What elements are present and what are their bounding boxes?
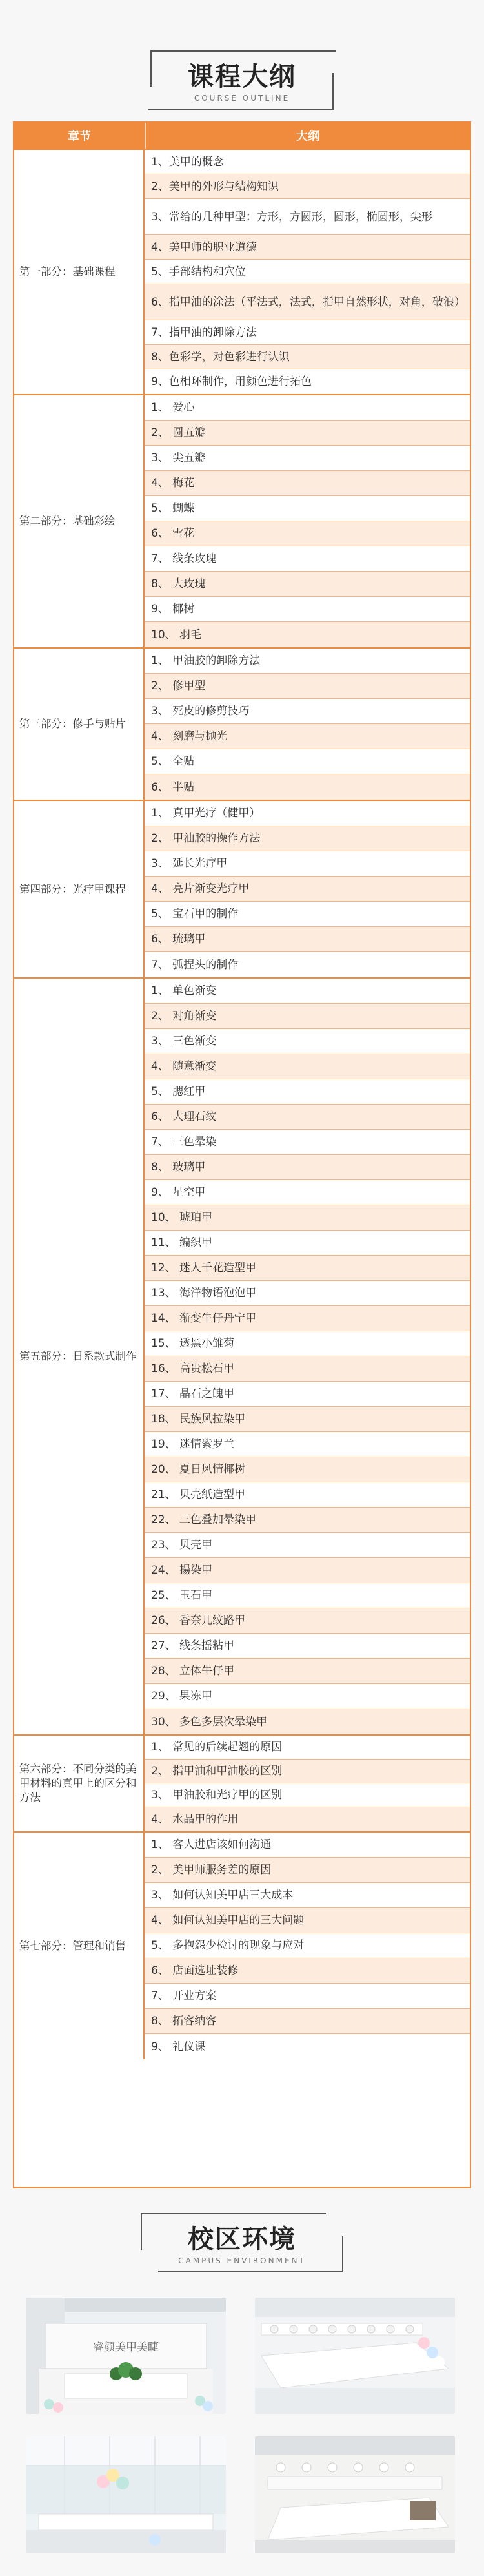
syllabus-table xyxy=(13,121,471,2188)
outline-item: 1、 真甲光疗（健甲） xyxy=(145,801,470,826)
outline-item: 11、 编织甲 xyxy=(145,1231,470,1256)
outline-item: 7、 弧捏头的制作 xyxy=(151,958,239,971)
outline-item: 4、美甲师的职业道德 xyxy=(145,235,470,260)
section-title: 课程大纲 xyxy=(188,62,296,92)
outline-item: 28、 立体牛仔甲 xyxy=(145,1659,470,1684)
classroom-photo-3 xyxy=(255,2436,455,2553)
outline-item: 2、 修甲型 xyxy=(145,674,470,699)
table-body xyxy=(14,149,470,2059)
outline-item: 8、 玻璃甲 xyxy=(145,1155,470,1180)
outline-item: 10、 羽毛 xyxy=(145,622,470,647)
outline-item: 6、指甲油的涂法（平法式，法式，指甲自然形状，对角，破浪） xyxy=(145,284,470,320)
classroom-photo-1 xyxy=(255,2298,455,2414)
outline-item: 1、 甲油胶的卸除方法 xyxy=(145,649,470,674)
outline-item: 25、 玉石甲 xyxy=(145,1583,470,1608)
outline-item: 3、 三色渐变 xyxy=(145,1029,470,1054)
header-frame xyxy=(150,50,334,110)
part-rows xyxy=(145,150,470,394)
classroom-photo-2 xyxy=(26,2436,226,2553)
syllabus-part xyxy=(14,977,470,1734)
outline-item: 23、 贝壳甲 xyxy=(145,1533,470,1558)
campus-header xyxy=(0,2213,484,2272)
outline-item: 20、 夏日风情椰树 xyxy=(145,1457,470,1482)
outline-item: 8、 拓客纳客 xyxy=(145,2009,470,2034)
outline-item: 3、 如何认知美甲店三大成本 xyxy=(145,1883,470,1908)
outline-item: 9、 星空甲 xyxy=(145,1180,470,1205)
outline-item: 5、 宝石甲的制作 xyxy=(145,902,470,927)
outline-item: 15、 透黑小雏菊 xyxy=(145,1331,470,1356)
outline-item: 3、 延长光疗甲 xyxy=(145,851,470,877)
syllabus-part xyxy=(14,800,470,977)
outline-item: 6、 琉璃甲 xyxy=(145,927,470,952)
outline-item: 10、 琥珀甲 xyxy=(145,1205,470,1231)
header-outline: 大纲 xyxy=(296,130,319,143)
outline-item: 5、 腮红甲 xyxy=(145,1079,470,1105)
table-header xyxy=(14,123,470,149)
part-rows xyxy=(145,979,470,1734)
outline-item: 5、手部结构和穴位 xyxy=(145,260,470,284)
part-name: 第五部分：日系款式制作 xyxy=(14,979,145,1734)
outline-item: 19、 迷情紫罗兰 xyxy=(145,1432,470,1457)
outline-item: 18、 民族风拉染甲 xyxy=(145,1407,470,1432)
outline-item: 2、 美甲师服务差的原因 xyxy=(145,1858,470,1883)
reception-photo xyxy=(26,2298,226,2414)
course-outline-header xyxy=(0,50,484,110)
outline-item: 8、色彩学，对色彩进行认识 xyxy=(145,345,470,369)
outline-item: 21、 贝壳纸造型甲 xyxy=(145,1482,470,1508)
header-chapter: 章节 xyxy=(14,123,146,149)
outline-item: 1、 爱心 xyxy=(145,395,470,421)
reception-sign: 睿颜美甲美睫 xyxy=(93,2341,159,2354)
outline-item: 5、 多抱怨少检讨的现象与应对 xyxy=(145,1933,470,1958)
outline-item: 26、 香奈儿纹路甲 xyxy=(145,1608,470,1634)
outline-item: 5、 全贴 xyxy=(145,749,470,774)
part-name: 第二部分：基础彩绘 xyxy=(14,395,145,647)
syllabus-part xyxy=(14,149,470,394)
part-name: 第四部分：光疗甲课程 xyxy=(14,801,145,977)
outline-item: 3、 死皮的修剪技巧 xyxy=(145,699,470,724)
section-title: 校区环境 xyxy=(187,2225,296,2254)
syllabus-part xyxy=(14,1734,470,1831)
outline-item: 17、 晶石之魄甲 xyxy=(145,1382,470,1407)
part-name: 第七部分：管理和销售 xyxy=(14,1833,145,2059)
section-subtitle: CAMPUS ENVIRONMENT xyxy=(178,2256,306,2265)
outline-item: 3、常给的几种甲型：方形，方圆形，圆形，椭圆形，尖形 xyxy=(145,199,470,235)
outline-item: 8、 大玫瑰 xyxy=(145,572,470,597)
outline-item: 6、 店面选址装修 xyxy=(145,1958,470,1984)
syllabus-part xyxy=(14,394,470,647)
outline-item: 4、 如何认知美甲店的三大问题 xyxy=(145,1908,470,1933)
outline-item: 9、 椰树 xyxy=(145,597,470,622)
outline-item: 7、 线条玫瑰 xyxy=(145,546,470,572)
part-rows xyxy=(145,649,470,800)
outline-item: 12、 迷人千花造型甲 xyxy=(145,1256,470,1281)
outline-item: 1、 客人进店该如何沟通 xyxy=(145,1833,470,1858)
section-subtitle: COURSE OUTLINE xyxy=(194,94,290,103)
outline-item: 6、 大理石纹 xyxy=(145,1105,470,1130)
outline-item: 4、 亮片渐变光疗甲 xyxy=(145,877,470,902)
part-rows xyxy=(145,395,470,647)
part-rows xyxy=(145,1833,470,2059)
outline-item: 7、 开业方案 xyxy=(145,1984,470,2009)
outline-item: 5、 蝴蝶 xyxy=(145,496,470,521)
outline-item: 24、 揚染甲 xyxy=(145,1558,470,1583)
outline-item: 22、 三色叠加晕染甲 xyxy=(145,1508,470,1533)
outline-item: 3、 尖五瓣 xyxy=(145,446,470,471)
header-frame xyxy=(141,2213,343,2272)
outline-item: 2、 甲油胶的操作方法 xyxy=(145,826,470,851)
part-name: 第六部分：不同分类的美甲材料的真甲上的区分和方法 xyxy=(14,1736,145,1831)
outline-item: 2、 对角渐变 xyxy=(145,1004,470,1029)
outline-item: 4、 水晶甲的作用 xyxy=(145,1807,470,1831)
outline-item: 9、色相环制作，用颜色进行拓色 xyxy=(151,375,312,388)
outline-item: 7、指甲油的卸除方法 xyxy=(145,320,470,345)
outline-item: 6、 雪花 xyxy=(145,521,470,546)
outline-item: 1、 单色渐变 xyxy=(145,979,470,1004)
outline-item: 2、 指甲油和甲油胶的区别 xyxy=(145,1760,470,1783)
outline-item: 4、 梅花 xyxy=(145,471,470,496)
outline-item: 1、美甲的概念 xyxy=(145,150,470,174)
outline-item: 4、 随意渐变 xyxy=(145,1054,470,1079)
part-name: 第三部分：修手与贴片 xyxy=(14,649,145,800)
part-rows xyxy=(145,1736,470,1831)
outline-item: 27、 线条摇粘甲 xyxy=(145,1634,470,1659)
outline-item: 13、 海洋物语泡泡甲 xyxy=(145,1281,470,1306)
outline-item: 1、 常见的后续起翘的原因 xyxy=(145,1736,470,1760)
part-rows xyxy=(145,801,470,977)
outline-item: 16、 高贵松石甲 xyxy=(145,1356,470,1382)
outline-item: 30、 多色多层次晕染甲 xyxy=(145,1709,470,1734)
outline-item: 3、 甲油胶和光疗甲的区别 xyxy=(145,1783,470,1807)
outline-item: 4、 刻磨与抛光 xyxy=(145,724,470,749)
outline-item: 2、 圆五瓣 xyxy=(145,421,470,446)
outline-item: 2、美甲的外形与结构知识 xyxy=(145,174,470,199)
part-name: 第一部分：基础课程 xyxy=(14,150,145,394)
outline-item: 6、 半贴 xyxy=(145,774,470,800)
outline-item: 7、 三色晕染 xyxy=(145,1130,470,1155)
syllabus-part xyxy=(14,1831,470,2059)
outline-item: 29、 果冻甲 xyxy=(145,1684,470,1709)
outline-item: 9、 礼仪课 xyxy=(151,2040,206,2053)
outline-item: 14、 渐变牛仔丹宁甲 xyxy=(145,1306,470,1331)
syllabus-part xyxy=(14,647,470,800)
